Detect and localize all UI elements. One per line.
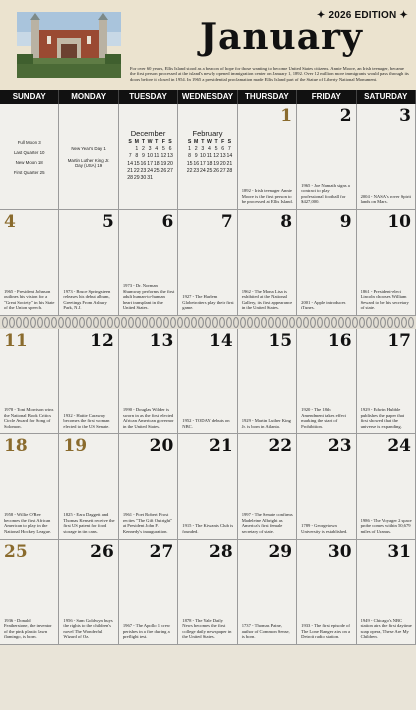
mini-calendar-day: 10 [147, 153, 153, 160]
mini-calendar-day: M [194, 139, 199, 145]
day-cell-27 [119, 540, 178, 645]
mini-calendar-day: 10 [199, 153, 206, 160]
day-number: 1 [280, 106, 293, 126]
day-event: 1956 - Sam Goldwyn buys the rights to the children's novel The Wonderful Wizard of Oz. [63, 617, 113, 640]
mini-calendar-day: S [227, 139, 232, 145]
spiral-coil [311, 318, 316, 328]
spiral-coil [318, 318, 323, 328]
day-event: 1958 - Willie O'Ree becomes the first African American to play in the National Hockey League. [4, 512, 52, 535]
day-number: 25 [4, 541, 28, 562]
mini-calendar-day: 12 [213, 153, 219, 160]
mini-calendar-day: 7 [227, 146, 231, 153]
day-event: 1973 - Bruce Springsteen releases his debut album, Greetings From Asbury Park, N.J. [63, 288, 111, 311]
spiral-coil [262, 318, 267, 328]
day-number: 31 [387, 541, 411, 562]
day-event: 1952 - TODAY debuts on NBC. [182, 418, 230, 429]
day-cell-3 [357, 104, 416, 210]
mini-calendar-day [160, 175, 167, 182]
mini-calendar-day: 9 [194, 153, 198, 160]
edition-label: ✦ 2026 EDITION ✦ [316, 10, 408, 21]
spiral-coil [255, 318, 260, 328]
day-event: 1929 - Edwin Hubble publishes the paper that first showed that the universe is expanding. [360, 406, 405, 429]
day-event: 1927 - The Harlem Globetrotters play their first game. [182, 294, 234, 311]
day-cell-21 [178, 434, 237, 539]
spiral-coil [388, 318, 393, 328]
day-event: 1892 - Irish teenager Annie Moore is the first person to be processed at Ellis Island. [241, 188, 293, 205]
spiral-coil [171, 318, 176, 328]
day-cell-29 [238, 540, 297, 645]
day-event: 1965 - President Johnson outlines his vision for a "Great Society" in his State of the Union speech. [4, 288, 55, 311]
mini-calendar-day: 13 [167, 153, 173, 160]
calendar-footer [0, 645, 416, 710]
mini-calendar-day: T [201, 139, 205, 145]
holiday-cell [59, 104, 118, 210]
day-event: 1962 - The Mona Lisa is exhibited at the National Gallery, its first appearance in the United States. [241, 288, 293, 311]
month-intro: For over 60 years, Ellis Island stood as a beacon of hope for those wanting to become United States citizens. Annie Moore, an Irish teenager, became the first person processed at the island's newly opened immigration center on January 1, 1892. Over 12 million more immigrants would pass through its doors before it closed in 1954. In 1965 a presidential proclamation made Ellis Island part of the Statue of Liberty National Monument. [130, 66, 409, 82]
new-years-day-label: New Year's Day 1 [71, 146, 106, 151]
ellis-island-photo [17, 12, 121, 78]
spiral-coil [80, 318, 85, 328]
spiral-coil [38, 318, 43, 328]
day-event: 1878 - The Yale Daily News becomes the first college daily newspaper in the United States. [182, 617, 232, 640]
new-moon-label: New Moon 18 [15, 160, 43, 165]
day-cell-12 [59, 329, 118, 434]
mini-calendar-day: 19 [160, 160, 167, 167]
day-number: 4 [4, 212, 16, 232]
spiral-coil [10, 318, 15, 328]
day-event: 1932 - Hattie Caraway becomes the first woman elected to the US Senate. [63, 412, 110, 429]
mini-calendar-day: 12 [160, 153, 167, 160]
spiral-coil [276, 318, 281, 328]
weekday-header [0, 90, 416, 104]
mini-calendar-day: 19 [213, 160, 219, 167]
mini-calendar-day: T [155, 139, 159, 145]
day-number: 23 [327, 436, 352, 457]
mini-calendar-day [127, 146, 134, 153]
day-event: 1973 - Dr. Norman Shumway performs the first adult human-to-human heart transplant in the United States. [122, 283, 175, 311]
day-cell-4 [0, 210, 59, 316]
day-number: 12 [90, 331, 114, 351]
spiral-coil [101, 318, 106, 328]
day-number: 11 [4, 331, 28, 351]
day-number: 19 [63, 436, 88, 457]
mini-calendar-row [127, 139, 173, 146]
mini-calendar-row [127, 153, 173, 160]
spiral-coil [248, 318, 253, 328]
spiral-coil [185, 318, 190, 328]
mini-calendar-title: December [130, 129, 166, 138]
spiral-coil [143, 318, 148, 328]
mini-calendar-day: 20 [219, 160, 226, 167]
day-cell-24 [357, 434, 416, 539]
spiral-coil [94, 318, 99, 328]
weekday-wednesday: WEDNESDAY [178, 90, 237, 104]
spiral-coil [129, 318, 134, 328]
day-cell-7 [178, 210, 237, 316]
day-cell-6 [119, 210, 178, 316]
day-number: 29 [268, 541, 293, 562]
mini-calendar-row [186, 161, 232, 168]
spiral-coil [3, 318, 8, 328]
mini-calendar-day: 17 [199, 160, 206, 167]
spiral-coil [213, 318, 218, 328]
mini-calendar-day: 5 [214, 146, 218, 153]
mini-calendar-day: 2 [142, 146, 145, 153]
mini-calendar-day: 8 [135, 153, 139, 160]
day-cell-28 [178, 540, 237, 645]
day-number: 30 [327, 541, 352, 562]
mini-calendar-day: 11 [206, 153, 213, 160]
day-cell-14 [178, 329, 237, 434]
spiral-coil [31, 318, 36, 328]
spiral-coil [227, 318, 232, 328]
mini-calendar-day: 28 [127, 175, 134, 182]
day-cell-1 [238, 104, 297, 210]
mini-calendar-day: 26 [160, 167, 167, 174]
mini-calendar-day: 3 [201, 146, 205, 153]
mini-calendar-day: 6 [168, 146, 172, 153]
mini-calendar-day: 30 [140, 175, 147, 182]
spiral-coil [283, 318, 288, 328]
mini-calendar-day: 4 [208, 146, 211, 153]
day-event: 1936 - Donald Featherstone, the inventor of the pink plastic lawn flamingo, is born. [4, 617, 52, 640]
weekday-friday: FRIDAY [297, 90, 356, 104]
mini-calendar-day: 16 [193, 160, 200, 167]
mini-calendar-day: 22 [133, 167, 140, 174]
spiral-coil [24, 318, 29, 328]
weekday-monday: MONDAY [59, 90, 118, 104]
spiral-coil [374, 318, 379, 328]
spiral-coil [108, 318, 113, 328]
mini-calendar-day [153, 175, 160, 182]
mini-calendar-day: 17 [147, 160, 153, 167]
day-event: 1915 - The Kiwanis Club is founded. [182, 523, 234, 535]
mini-calendar-row [127, 161, 173, 168]
day-cell-10 [357, 210, 416, 316]
last-quarter-label: Last Quarter 10 [13, 150, 45, 155]
day-event: 2004 - NASA's rover Spirit lands on Mars. [360, 193, 411, 205]
day-event: 1978 - Toni Morrison wins the National Book Critics Circle Award for Song of Solomon. [4, 406, 54, 429]
mini-calendar-december [119, 104, 178, 210]
spiral-coil [87, 318, 92, 328]
mini-calendar-day: 26 [213, 167, 219, 174]
mini-calendar-day: 1 [135, 146, 139, 153]
mini-calendar-day: F [161, 139, 165, 145]
mini-calendar-title: February [192, 129, 223, 138]
spiral-coil [17, 318, 22, 328]
mini-calendar-row [186, 146, 232, 153]
spiral-coil [269, 318, 274, 328]
day-number: 7 [220, 212, 233, 232]
mini-calendar-day: 15 [133, 160, 140, 167]
mini-calendar-february [178, 104, 237, 210]
mini-calendar-day: 1 [188, 146, 192, 153]
spiral-coil [150, 318, 155, 328]
day-cell-17 [357, 329, 416, 434]
mini-calendar-row [186, 153, 232, 160]
day-cell-13 [119, 329, 178, 434]
mini-calendar-day: 24 [147, 167, 153, 174]
spiral-coil [241, 318, 246, 328]
calendar-header [0, 0, 416, 90]
spiral-binding [0, 316, 416, 329]
spiral-coil [409, 318, 414, 328]
day-cell-26 [59, 540, 118, 645]
day-number: 5 [102, 212, 114, 232]
spiral-coil [192, 318, 197, 328]
day-number: 14 [209, 331, 233, 351]
day-cell-15 [238, 329, 297, 434]
mini-calendar-day: 14 [226, 153, 233, 160]
mini-calendar-day: 14 [127, 160, 134, 167]
weekday-tuesday: TUESDAY [119, 90, 178, 104]
day-cell-8 [238, 210, 297, 316]
full-moon-label: Full Moon 3 [17, 140, 41, 145]
day-cell-2 [297, 104, 356, 210]
mini-calendar-day: 21 [127, 167, 134, 174]
mini-calendar-day: F [221, 139, 225, 145]
mini-calendar-day: T [141, 139, 146, 145]
weekday-sunday: SUNDAY [0, 90, 59, 104]
month-title: January [200, 16, 363, 58]
spiral-coil [360, 318, 365, 328]
mini-calendar-day: 18 [206, 160, 213, 167]
mini-calendar-day: S [187, 139, 192, 145]
day-number: 10 [387, 212, 411, 232]
calendar-grid-lower [0, 329, 416, 645]
spiral-coil [304, 318, 309, 328]
day-event: 1929 - Martin Luther King Jr. is born in Atlanta. [241, 418, 291, 429]
mini-calendar-day: T [214, 139, 218, 145]
day-number: 20 [149, 436, 174, 457]
day-cell-5 [59, 210, 118, 316]
mini-calendar-day: 27 [167, 167, 173, 174]
spiral-coil [353, 318, 358, 328]
day-cell-19 [59, 434, 118, 539]
day-number: 8 [280, 212, 293, 232]
mini-calendar-day: 5 [161, 146, 165, 153]
mini-calendar-row [127, 146, 173, 153]
mini-calendar-day: 27 [219, 167, 226, 174]
day-cell-20 [119, 434, 178, 539]
mini-calendar-day: 6 [221, 146, 225, 153]
mini-calendar-day: 11 [154, 153, 160, 160]
mini-calendar-day: 20 [167, 160, 173, 167]
mini-calendar-day: 18 [153, 160, 160, 167]
day-event: 1949 - Chicago's NBC station airs the first daytime soap opera, These Are My Children. [360, 617, 412, 640]
mini-calendar-day: 21 [226, 160, 233, 167]
day-cell-23 [297, 434, 356, 539]
day-event: 1825 - Ezra Daggett and Thomas Kensett receive the first US patent for food storage in tin cans. [63, 512, 115, 535]
day-number: 16 [327, 331, 352, 351]
day-cell-11 [0, 329, 59, 434]
mini-calendar-day: 28 [226, 167, 233, 174]
day-number: 15 [268, 331, 293, 351]
day-event: 1961 - Poet Robert Frost recites "The Gift Outright" at President John F. Kennedy's inauguration. [122, 512, 173, 535]
spiral-coil [325, 318, 330, 328]
day-event: 1789 - Georgetown University is established. [301, 523, 348, 535]
day-number: 26 [90, 541, 114, 562]
day-event: 1933 - The first episode of The Lone Ranger airs on a Detroit radio station. [301, 623, 350, 640]
spiral-coil [332, 318, 337, 328]
spiral-coil [52, 318, 57, 328]
mini-calendar-day: 15 [186, 160, 193, 167]
mini-calendar-days [127, 139, 173, 182]
mlk-day-label: Martin Luther King Jr. Day (USA) 19 [67, 158, 110, 168]
day-cell-16 [297, 329, 356, 434]
day-event: 1965 - Joe Namath signs a contract to play professional football for $427,000. [301, 182, 350, 205]
day-cell-25 [0, 540, 59, 645]
day-number: 2 [339, 106, 352, 126]
mini-calendar-day: 7 [128, 153, 132, 160]
mini-calendar-day: S [168, 139, 172, 145]
spiral-coil [395, 318, 400, 328]
spiral-coil [206, 318, 211, 328]
spiral-coil [220, 318, 225, 328]
day-event: 1997 - The Senate confirms Madeleine Albright as America's first female secretary of state. [241, 512, 293, 535]
day-number: 18 [4, 436, 28, 457]
day-event: 1990 - Douglas Wilder is sworn in as the first elected African American governor in the United States. [122, 406, 174, 429]
calendar-grid-upper [0, 104, 416, 316]
mini-calendar-row [186, 168, 232, 175]
spiral-coil [199, 318, 204, 328]
day-event: 1737 - Thomas Paine, author of Common Sense, is born. [241, 623, 290, 640]
mini-calendar-day: S [128, 139, 132, 145]
spiral-coil [346, 318, 351, 328]
spiral-coil [234, 318, 239, 328]
mini-calendar-day: M [134, 139, 139, 145]
day-cell-31 [357, 540, 416, 645]
spiral-coil [122, 318, 127, 328]
spiral-coil [290, 318, 295, 328]
spiral-coil [367, 318, 372, 328]
day-number: 22 [268, 436, 293, 457]
day-cell-30 [297, 540, 356, 645]
day-cell-18 [0, 434, 59, 539]
spiral-coil [297, 318, 302, 328]
day-number: 13 [149, 331, 174, 351]
day-number: 3 [399, 106, 411, 126]
mini-calendar-day: 25 [206, 167, 213, 174]
mini-calendar-day [167, 175, 174, 182]
mini-calendar-row [127, 168, 173, 175]
weekday-saturday: SATURDAY [357, 90, 416, 104]
spiral-coil [115, 318, 120, 328]
mini-calendar-day: W [147, 139, 153, 145]
day-number: 17 [387, 331, 411, 351]
mini-calendar-day: 24 [199, 167, 206, 174]
mini-calendar-day: 2 [194, 146, 198, 153]
mini-calendar-day: 4 [155, 146, 159, 153]
spiral-coil [157, 318, 162, 328]
spiral-coil [66, 318, 71, 328]
day-event: 1986 - The Voyager 2 space probe comes within 50,679 miles of Uranus. [360, 517, 412, 535]
mini-calendar-day: 23 [140, 167, 147, 174]
mini-calendar-day: 31 [147, 175, 153, 182]
day-event: 1967 - The Apollo 1 crew perishes in a fire during a preflight test. [122, 623, 171, 640]
weekday-thursday: THURSDAY [238, 90, 297, 104]
mini-calendar-day: 9 [142, 153, 145, 160]
mini-calendar-day: 29 [133, 175, 140, 182]
mini-calendar-day: 25 [153, 167, 160, 174]
mini-calendar-days [186, 139, 232, 175]
day-number: 6 [161, 212, 174, 232]
day-number: 21 [209, 436, 233, 457]
day-event: 2001 - Apple introduces iTunes. [301, 299, 346, 311]
mini-calendar-row [186, 139, 232, 146]
spiral-coil [59, 318, 64, 328]
mini-calendar-day: 13 [219, 153, 226, 160]
day-number: 28 [209, 541, 233, 562]
day-event: 1920 - The 18th Amendment takes effect marking the start of Prohibition. [301, 406, 346, 429]
day-number: 24 [387, 436, 411, 457]
day-number: 27 [149, 541, 174, 562]
spiral-coil [381, 318, 386, 328]
mini-calendar-day: 8 [188, 153, 192, 160]
day-cell-22 [238, 434, 297, 539]
day-number: 9 [339, 212, 352, 232]
mini-calendar-day: 22 [186, 167, 193, 174]
mini-calendar-day: 3 [148, 146, 152, 153]
moon-phase-cell [0, 104, 59, 210]
spiral-coil [402, 318, 407, 328]
day-event: 1861 - President-elect Lincoln chooses William Seward to be his secretary of state. [360, 288, 409, 311]
spiral-coil [178, 318, 183, 328]
mini-calendar-day: 23 [193, 167, 200, 174]
first-quarter-label: First Quarter 25 [13, 170, 45, 175]
spiral-coil [339, 318, 344, 328]
spiral-coil [45, 318, 50, 328]
mini-calendar-day: 16 [140, 160, 147, 167]
spiral-coil [73, 318, 78, 328]
mini-calendar-day: W [207, 139, 212, 145]
spiral-coil [164, 318, 169, 328]
spiral-coil [136, 318, 141, 328]
mini-calendar-row [127, 175, 173, 182]
day-cell-9 [297, 210, 356, 316]
